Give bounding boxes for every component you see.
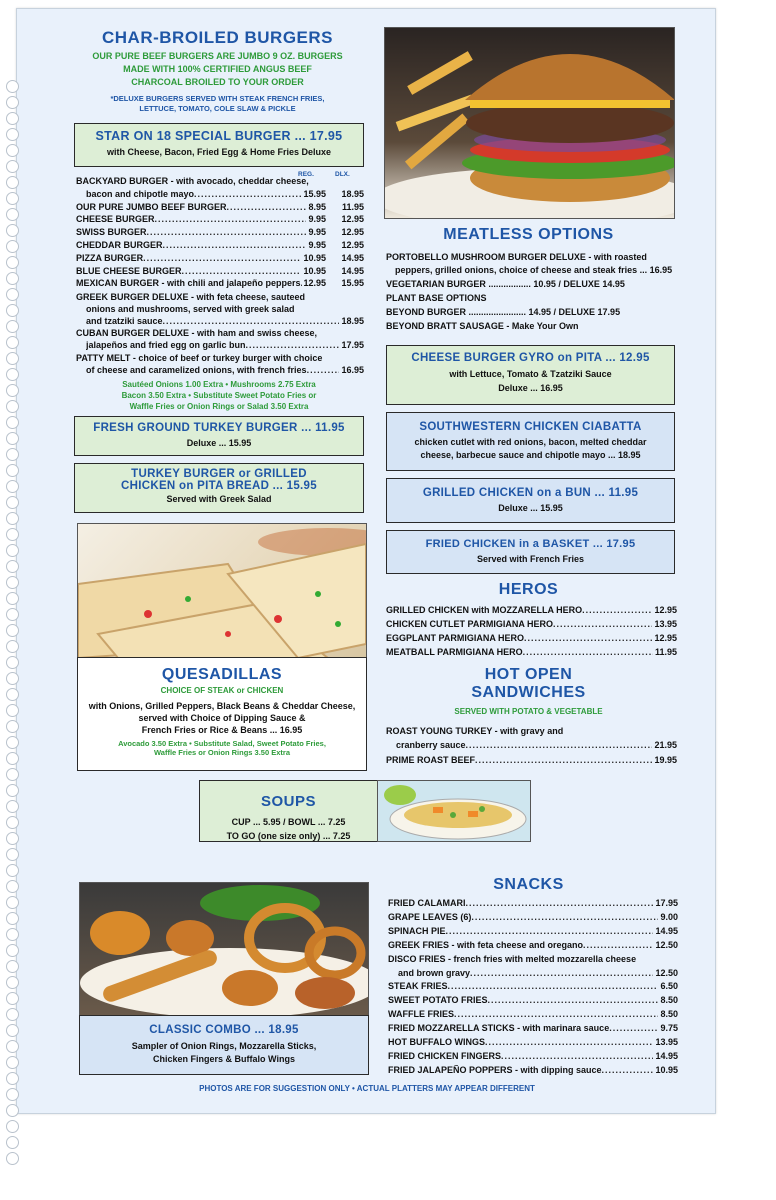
hero-item-name: EGGPLANT PARMIGIANA HERO: [386, 633, 525, 643]
fried-basket-desc: Served with French Fries: [476, 554, 585, 564]
quesadillas-extra-2: Waffle Fries or Onion Rings 3.50 Extra: [153, 748, 290, 757]
binder-ring: [6, 1136, 19, 1149]
hot-open-title-1: HOT OPEN: [484, 666, 573, 683]
snack-item-price: 9.75: [660, 1023, 678, 1034]
greek-burger-price: 18.95: [341, 316, 364, 326]
ciabatta-desc-1: chicken cutlet with red onions, bacon, melted cheddar: [414, 437, 647, 447]
burger-image: [385, 28, 674, 218]
binder-ring: [6, 512, 19, 525]
burger-item-reg-price: 12.95: [303, 278, 326, 289]
heros-title: HEROS: [498, 581, 559, 598]
binder-ring: [6, 384, 19, 397]
quesadillas-desc-3: French Fries or Rice & Beans ... 16.95: [141, 725, 303, 735]
binder-ring: [6, 208, 19, 221]
binder-ring: [6, 1152, 19, 1165]
binder-ring: [6, 912, 19, 925]
burger-item-name: CHEDDAR BURGER: [76, 240, 163, 250]
burger-item-reg-price: 15.95: [303, 188, 326, 199]
binder-ring: [6, 992, 19, 1005]
special-burger-desc: with Cheese, Bacon, Fried Egg & Home Fries Deluxe: [106, 147, 332, 157]
binder-ring: [6, 496, 19, 509]
snack-item-price: 8.50: [660, 995, 678, 1006]
hero-item-price: 12.95: [654, 605, 677, 615]
soups-box: [199, 780, 378, 842]
quesadillas-extra-1: Avocado 3.50 Extra • Substitute Salad, Sweet Potato Fries,: [118, 739, 326, 748]
quesadillas-title: QUESADILLAS: [161, 666, 283, 683]
pita-desc: Served with Greek Salad: [166, 494, 272, 504]
binder-ring: [6, 368, 19, 381]
patty-melt-line-1: PATTY MELT - choice of beef or turkey burger with choice: [76, 353, 323, 363]
burger-item: [76, 253, 326, 263]
burger-item-name: bacon and chipotle mayo: [86, 188, 195, 199]
hero-item-name: MEATBALL PARMIGIANA HERO: [386, 647, 523, 657]
meatless-line-2: peppers, grilled onions, choice of cheese and steak fries ... 16.95: [395, 265, 673, 275]
cuban-burger-line-2: jalapeños and fried egg on garlic bun ..... 17.95: [86, 340, 364, 350]
binder-ring: [6, 176, 19, 189]
burgers-note-1: *DELUXE BURGERS SERVED WITH STEAK FRENCH FRIES,: [110, 94, 325, 103]
snack-item-name: FRIED CHICKEN FINGERS: [388, 1050, 502, 1061]
snack-item: [388, 1051, 678, 1061]
binder-ring: [6, 1040, 19, 1053]
binder-ring: [6, 896, 19, 909]
snack-item: [388, 912, 678, 922]
binder-ring: [6, 880, 19, 893]
snack-item-name: DISCO FRIES - french fries with melted mozzarella cheese: [388, 953, 637, 964]
fried-basket-box: [386, 530, 675, 574]
binder-ring: [6, 960, 19, 973]
combo-title: CLASSIC COMBO ... 18.95: [149, 1024, 299, 1036]
cuban-burger-line-1: CUBAN BURGER DELUXE - with ham and swiss cheese,: [76, 328, 318, 338]
cuban-burger-price: 17.95: [341, 340, 364, 350]
turkey-burger-desc: Deluxe ... 15.95: [186, 438, 252, 448]
patty-melt-line-2: of cheese and caramelized onions, with french fries ..... 16.95: [86, 365, 364, 375]
greek-burger-line-2: onions and mushrooms, served with greek salad: [86, 304, 295, 314]
burger-item-dlx-price: 15.95: [341, 278, 364, 289]
binder-ring: [6, 480, 19, 493]
hero-item: [386, 619, 677, 629]
soup-image: [378, 781, 530, 841]
burger-extras-1: Sautéed Onions 1.00 Extra • Mushrooms 2.75 Extra: [122, 380, 316, 389]
fried-basket-title: FRIED CHICKEN in a BASKET ... 17.95: [425, 538, 636, 550]
hero-item-name: GRILLED CHICKEN with MOZZARELLA HERO: [386, 605, 583, 615]
burger-item-name: OUR PURE JUMBO BEEF BURGER: [76, 201, 227, 212]
binder-ring: [6, 720, 19, 733]
binder-ring: [6, 640, 19, 653]
burger-item: [76, 227, 326, 237]
meatless-line-5: BEYOND BURGER ....................... 14.95 / DELUXE 17.95: [386, 307, 621, 317]
combo-desc-2: Chicken Fingers & Buffalo Wings: [153, 1054, 295, 1064]
snack-item: [398, 968, 678, 978]
roast-turkey-line-2: cranberry sauce ..... 21.95: [396, 740, 677, 750]
burger-item: [76, 240, 326, 250]
snack-item: [388, 898, 678, 908]
binder-ring: [6, 768, 19, 781]
binder-ring: [6, 1008, 19, 1021]
combo-box: [79, 1015, 369, 1075]
binder-ring: [6, 672, 19, 685]
snack-item-name: SWEET POTATO FRIES: [388, 995, 488, 1006]
burger-item-name: BLUE CHEESE BURGER: [76, 265, 182, 276]
snack-item-price: 10.95: [655, 1064, 678, 1075]
burger-item-dlx-price: 12.95: [341, 240, 364, 250]
roast-beef-price: 19.95: [654, 755, 677, 765]
binder-ring: [6, 544, 19, 557]
burger-item-name: SWISS BURGER: [76, 227, 147, 238]
snack-item-price: 14.95: [655, 1050, 678, 1061]
meatless-line-3: VEGETARIAN BURGER ................. 10.95 / DELUXE 14.95: [386, 279, 625, 289]
binder-ring: [6, 288, 19, 301]
quesadillas-desc-2: served with Choice of Dipping Sauce &: [138, 713, 306, 723]
soup-photo: [377, 780, 531, 842]
hot-open-title-2: SANDWICHES: [471, 684, 586, 701]
binder-ring: [6, 400, 19, 413]
soups-line-1: CUP ... 5.95 / BOWL ... 7.25: [231, 817, 346, 827]
burger-item-dlx-price: 18.95: [341, 188, 364, 199]
snack-item-price: 14.95: [655, 925, 678, 936]
hero-item: [386, 633, 677, 643]
burger-item-dlx-price: 14.95: [341, 265, 364, 276]
meatless-line-1: PORTOBELLO MUSHROOM BURGER DELUXE - with roasted: [386, 252, 647, 262]
binder-ring: [6, 528, 19, 541]
binder-ring: [6, 848, 19, 861]
burger-item-name: BACKYARD BURGER - with avocado, cheddar cheese,: [76, 176, 309, 186]
burgers-sub-1: OUR PURE BEEF BURGERS ARE JUMBO 9 OZ. BURGERS: [92, 51, 343, 61]
special-burger-box: [74, 123, 364, 167]
col-dlx-label: DLX.: [335, 171, 350, 178]
burger-item-name: CHEESE BURGER: [76, 214, 155, 225]
snack-item-name: HOT BUFFALO WINGS: [388, 1037, 485, 1047]
pita-title-2: CHICKEN on PITA BREAD ... 15.95: [121, 480, 317, 492]
pita-box: [74, 463, 364, 513]
hot-open-sub: SERVED WITH POTATO & VEGETABLE: [454, 707, 603, 716]
snack-item-price: 6.50: [660, 981, 678, 992]
snack-item: [388, 954, 678, 964]
pita-title-1: TURKEY BURGER or GRILLED: [131, 468, 307, 480]
binder-ring: [6, 448, 19, 461]
binder-ring: [6, 864, 19, 877]
binder-ring: [6, 256, 19, 269]
binder-ring: [6, 608, 19, 621]
burger-item-dlx-price: 14.95: [341, 252, 364, 263]
soups-title: SOUPS: [260, 793, 316, 810]
binder-ring: [6, 304, 19, 317]
snack-item: [388, 1023, 678, 1033]
binder-ring: [6, 784, 19, 797]
meatless-title: MEATLESS OPTIONS: [443, 226, 614, 243]
binder-ring: [6, 320, 19, 333]
snack-item-name: FRIED JALAPEÑO POPPERS - with dipping sauce: [388, 1064, 602, 1075]
burger-item-dlx-price: 11.95: [341, 201, 364, 212]
binder-ring: [6, 160, 19, 173]
combo-image: [80, 883, 368, 1016]
ciabatta-box: [386, 412, 675, 471]
snack-item-name: and brown gravy: [398, 967, 471, 978]
snacks-title: SNACKS: [493, 876, 564, 893]
binder-ring: [6, 272, 19, 285]
binder-ring: [6, 144, 19, 157]
burger-photo: [384, 27, 675, 219]
binder-ring: [6, 1056, 19, 1069]
hero-item-price: 12.95: [654, 633, 677, 643]
patty-melt-price: 16.95: [341, 365, 364, 375]
combo-desc-1: Sampler of Onion Rings, Mozzarella Sticks,: [131, 1041, 317, 1051]
snack-item: [388, 1065, 678, 1075]
greek-burger-line-1: GREEK BURGER DELUXE - with feta cheese, sauteed: [76, 292, 306, 302]
binder-ring: [6, 416, 19, 429]
binder-ring: [6, 336, 19, 349]
snack-item: [388, 1037, 678, 1047]
ciabatta-desc-2: cheese, barbecue sauce and chipotle mayo ... 18.95: [420, 450, 641, 460]
binder-ring: [6, 832, 19, 845]
burgers-note-2: LETTUCE, TOMATO, COLE SLAW & PICKLE: [139, 104, 296, 113]
binder-ring: [6, 560, 19, 573]
binder-ring: [6, 464, 19, 477]
binder-ring: [6, 976, 19, 989]
gyro-title: CHEESE BURGER GYRO on PITA ... 12.95: [411, 352, 650, 364]
special-burger-title: STAR ON 18 SPECIAL BURGER ... 17.95: [95, 129, 343, 143]
burger-item-name: MEXICAN BURGER - with chili and jalapeño peppers: [76, 278, 301, 289]
snack-item: [388, 995, 678, 1005]
combo-photo: [79, 882, 369, 1017]
snack-item-price: 13.95: [655, 1037, 678, 1047]
col-reg-label: REG.: [298, 171, 314, 178]
binder-ring: [6, 1104, 19, 1117]
snack-item-price: 8.50: [660, 1009, 678, 1020]
snack-item: [388, 926, 678, 936]
binder-ring: [6, 192, 19, 205]
binder-rings: [6, 80, 20, 1168]
binder-ring: [6, 816, 19, 829]
hero-item-price: 13.95: [654, 619, 677, 629]
burger-item-reg-price: 10.95: [303, 252, 326, 263]
hero-item-name: CHICKEN CUTLET PARMIGIANA HERO: [386, 619, 553, 629]
burgers-sub-2: MADE WITH 100% CERTIFIED ANGUS BEEF: [123, 64, 312, 74]
soups-line-2: TO GO (one size only) ... 7.25: [226, 831, 351, 841]
grilled-bun-desc: Deluxe ... 15.95: [498, 503, 563, 513]
quesadillas-box: [77, 657, 367, 771]
snack-item-price: 9.00: [660, 911, 678, 922]
binder-ring: [6, 80, 19, 93]
ciabatta-title: SOUTHWESTERN CHICKEN CIABATTA: [419, 421, 642, 433]
grilled-bun-box: [386, 478, 675, 523]
binder-ring: [6, 800, 19, 813]
binder-ring: [6, 656, 19, 669]
gyro-box: [386, 345, 675, 405]
roast-beef-line: PRIME ROAST BEEF ..... 19.95: [386, 755, 677, 765]
snack-item-name: STEAK FRIES: [388, 981, 448, 992]
snack-item: [388, 981, 678, 991]
burger-item-dlx-price: 12.95: [341, 214, 364, 225]
turkey-burger-title: FRESH GROUND TURKEY BURGER ... 11.95: [93, 422, 345, 434]
burger-item-reg-price: 10.95: [303, 265, 326, 276]
binder-ring: [6, 352, 19, 365]
burger-item-reg-price: 9.95: [308, 240, 326, 250]
burger-item: [76, 202, 326, 212]
turkey-burger-box: [74, 416, 364, 456]
binder-ring: [6, 1120, 19, 1133]
hero-item-price: 11.95: [654, 647, 677, 657]
binder-ring: [6, 928, 19, 941]
snack-item-name: WAFFLE FRIES: [388, 1009, 454, 1020]
snack-item-name: FRIED CALAMARI: [388, 898, 466, 908]
quesadillas-sub: CHOICE OF STEAK or CHICKEN: [160, 686, 284, 695]
burger-item: [76, 278, 326, 288]
snack-item: [388, 940, 678, 950]
greek-burger-line-3: and tzatziki sauce ..... 18.95: [86, 316, 364, 326]
burger-item-reg-price: 9.95: [308, 227, 326, 238]
snack-item-name: GRAPE LEAVES (6): [388, 911, 472, 922]
binder-ring: [6, 944, 19, 957]
snack-item-price: 12.50: [655, 967, 678, 978]
snack-item-price: 12.50: [655, 939, 678, 950]
snack-item-name: SPINACH PIE: [388, 925, 446, 936]
binder-ring: [6, 96, 19, 109]
binder-ring: [6, 432, 19, 445]
binder-ring: [6, 240, 19, 253]
hero-item: [386, 647, 677, 657]
binder-ring: [6, 112, 19, 125]
binder-ring: [6, 224, 19, 237]
binder-ring: [6, 592, 19, 605]
burger-item: [76, 176, 366, 186]
burger-item: [76, 266, 326, 276]
quesadillas-desc-1: with Onions, Grilled Peppers, Black Beans & Cheddar Cheese,: [88, 701, 356, 711]
burgers-title: CHAR-BROILED BURGERS: [102, 28, 333, 47]
snack-item-name: FRIED MOZZARELLA STICKS - with marinara sauce: [388, 1023, 610, 1034]
meatless-line-6: BEYOND BRATT SAUSAGE - Make Your Own: [386, 321, 579, 331]
snack-item-name: GREEK FRIES - with feta cheese and oregano: [388, 939, 584, 950]
burger-item-reg-price: 9.95: [308, 214, 326, 225]
binder-ring: [6, 576, 19, 589]
burger-item-dlx-price: 12.95: [341, 227, 364, 238]
meatless-line-4: PLANT BASE OPTIONS: [386, 293, 487, 303]
binder-ring: [6, 688, 19, 701]
roast-turkey-line-1: ROAST YOUNG TURKEY - with gravy and: [386, 726, 564, 736]
footer-note: PHOTOS ARE FOR SUGGESTION ONLY • ACTUAL PLATTERS MAY APPEAR DIFFERENT: [199, 1084, 535, 1093]
roast-turkey-price: 21.95: [654, 740, 677, 750]
burger-item-reg-price: 8.95: [308, 201, 326, 212]
burger-item: [76, 214, 326, 224]
binder-ring: [6, 704, 19, 717]
binder-ring: [6, 624, 19, 637]
quesadilla-photo: [77, 523, 367, 659]
burger-extras-3: Waffle Fries or Onion Rings or Salad 3.50 Extra: [129, 402, 309, 411]
snack-item-price: 17.95: [655, 898, 678, 908]
snack-item: [388, 1009, 678, 1019]
burger-item-name: PIZZA BURGER: [76, 252, 144, 263]
binder-ring: [6, 128, 19, 141]
binder-ring: [6, 736, 19, 749]
binder-ring: [6, 752, 19, 765]
gyro-desc-1: with Lettuce, Tomato & Tzatziki Sauce: [449, 369, 612, 379]
binder-ring: [6, 1088, 19, 1101]
binder-ring: [6, 1072, 19, 1085]
burgers-sub-3: CHARCOAL BROILED TO YOUR ORDER: [131, 77, 304, 87]
quesadilla-image: [78, 524, 366, 658]
grilled-bun-title: GRILLED CHICKEN on a BUN ... 11.95: [422, 487, 639, 499]
binder-ring: [6, 1024, 19, 1037]
hero-item: [386, 605, 677, 615]
gyro-desc-2: Deluxe ... 16.95: [498, 383, 563, 393]
burger-extras-2: Bacon 3.50 Extra • Substitute Sweet Potato Fries or: [121, 391, 317, 400]
burger-item: [86, 189, 326, 199]
